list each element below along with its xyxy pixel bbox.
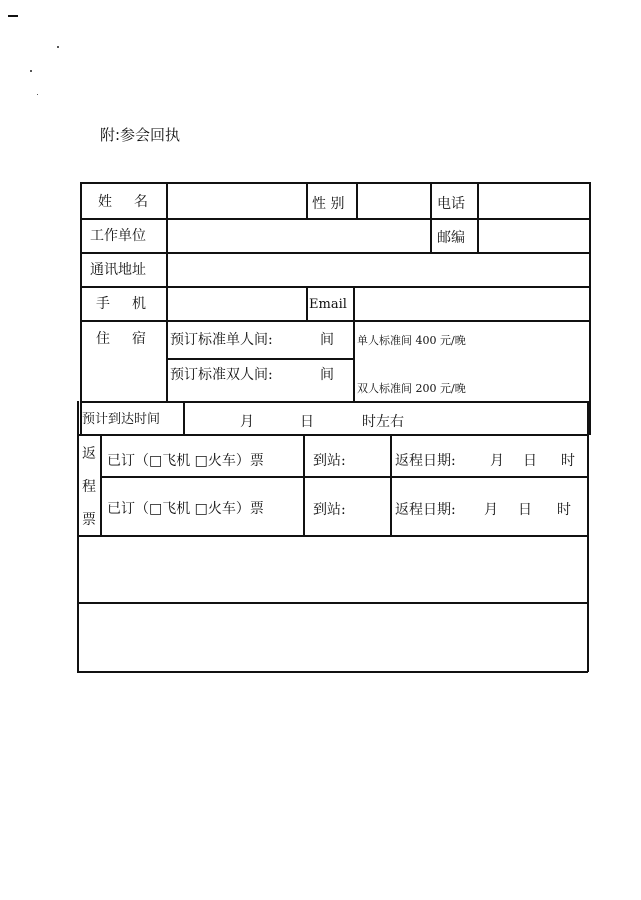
employer-label: 工作单位 [90, 228, 146, 244]
scan-dot [30, 70, 32, 72]
col-line [80, 182, 82, 435]
return-month: 月 [484, 502, 498, 518]
double-room-price: 双人标准间 200 元/晚 [357, 382, 466, 395]
row-line [100, 476, 588, 478]
col-line [390, 434, 392, 535]
row-line [80, 252, 590, 254]
email-label: Email [309, 297, 347, 312]
row-line [77, 535, 588, 537]
col-line [587, 401, 589, 672]
address-label: 通讯地址 [90, 262, 146, 278]
return-hour: 时 [561, 453, 575, 469]
gender-label: 性 别 [312, 196, 345, 212]
scan-mark [8, 15, 18, 17]
row-line [80, 182, 590, 184]
col-line [353, 286, 355, 401]
postcode-label: 邮编 [437, 230, 465, 246]
col-line [589, 182, 591, 435]
arrival-label: 预计到达时间 [82, 412, 161, 427]
col-line [477, 182, 479, 252]
return-month: 月 [490, 453, 504, 469]
arrival-time: 时左右 [362, 414, 404, 430]
col-line [306, 182, 308, 218]
single-room-unit: 间 [320, 332, 334, 348]
row-line [80, 286, 590, 288]
destination-label: 到站: [313, 453, 346, 469]
scan-dot [37, 94, 38, 95]
row-line [77, 434, 588, 436]
return-ticket-label: 程 [82, 479, 96, 495]
row-line [80, 218, 590, 220]
row-line [77, 671, 588, 673]
return-ticket-label: 票 [82, 512, 96, 528]
col-line [356, 182, 358, 218]
mobile-label: 手 机 [96, 296, 150, 312]
return-day: 日 [518, 502, 532, 518]
scan-dot [57, 46, 59, 48]
col-line [100, 434, 102, 535]
return-date-label: 返程日期: [395, 502, 456, 518]
col-line [166, 182, 168, 401]
lodging-label: 住 宿 [96, 331, 150, 347]
row-line [77, 602, 588, 604]
col-line [306, 286, 308, 320]
row-line [80, 320, 590, 322]
phone-label: 电话 [437, 196, 465, 212]
return-ticket-label: 返 [82, 446, 96, 462]
col-line [77, 401, 79, 672]
name-label: 姓 名 [98, 194, 152, 210]
page-title: 附:参会回执 [100, 126, 181, 144]
arrival-day: 日 [300, 414, 314, 430]
single-room-price: 单人标准间 400 元/晚 [357, 334, 466, 347]
double-room-label: 预订标准双人间: [170, 367, 273, 383]
return-date-label: 返程日期: [395, 453, 456, 469]
row-line [166, 358, 353, 360]
double-room-unit: 间 [320, 367, 334, 383]
single-room-label: 预订标准单人间: [170, 332, 273, 348]
arrival-month: 月 [240, 414, 254, 430]
return-hour: 时 [557, 502, 571, 518]
col-line [430, 182, 432, 252]
return-day: 日 [523, 453, 537, 469]
ticket-booking-row: 已订（□飞机 □火车）票 [107, 501, 264, 517]
col-line [303, 434, 305, 535]
destination-label: 到站: [313, 502, 346, 518]
col-line [183, 401, 185, 434]
ticket-booking-row: 已订（□飞机 □火车）票 [107, 453, 264, 469]
row-line [80, 401, 590, 403]
